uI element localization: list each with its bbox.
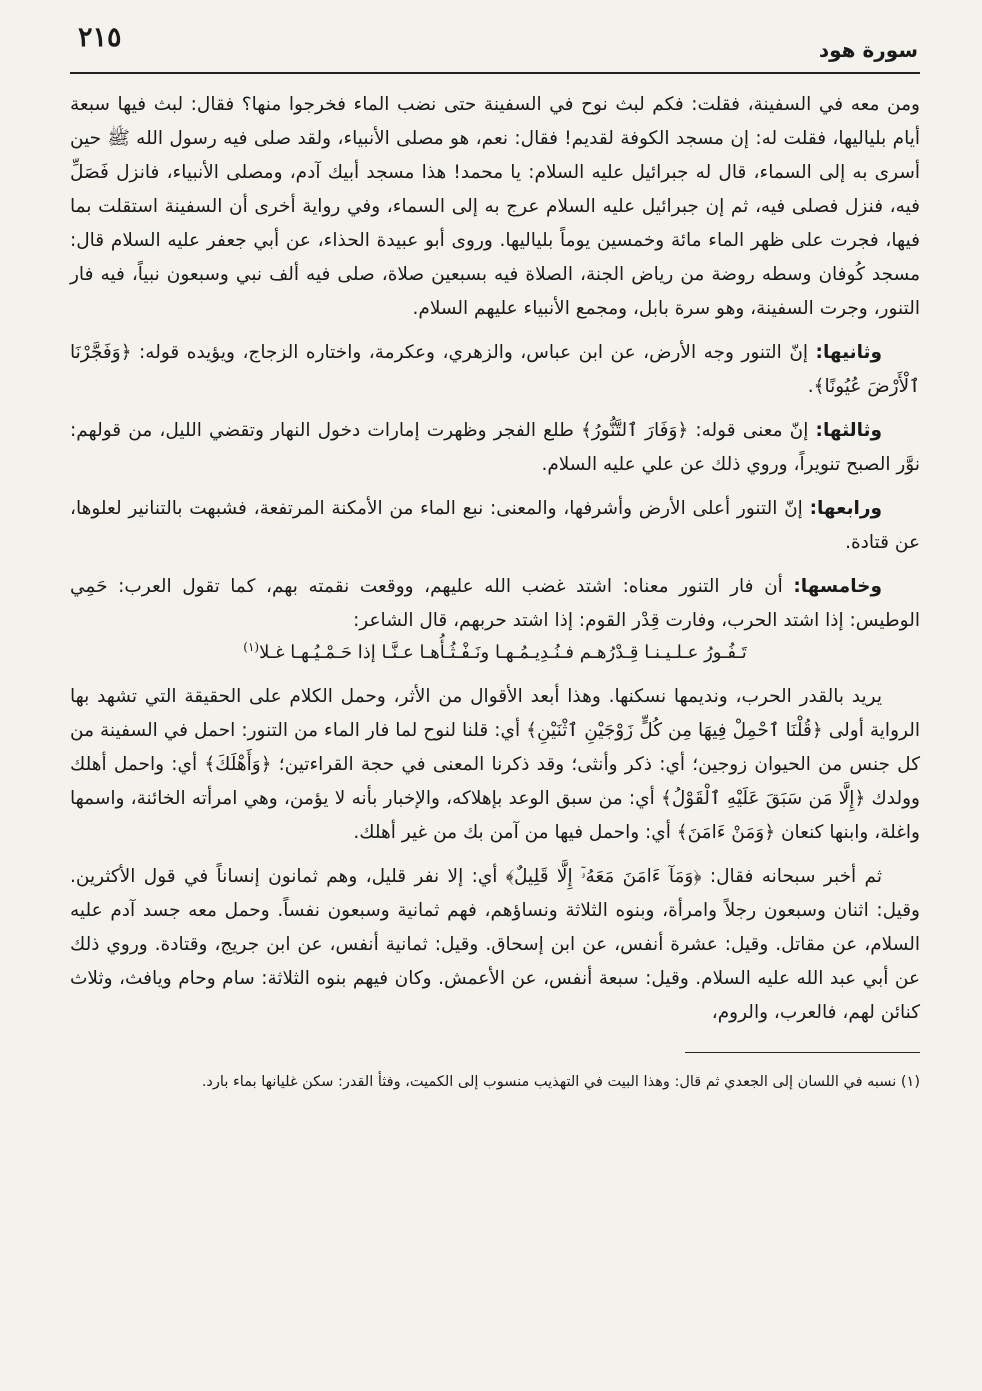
paragraph-third-view	[70, 414, 920, 482]
page-header	[70, 18, 920, 74]
book-page	[70, 18, 920, 1368]
footnote-divider	[685, 1052, 920, 1053]
paragraph-1	[70, 88, 920, 326]
paragraph-text: إنّ التنور أعلى الأرض وأشرفها، والمعنى: نبع الماء من الأمكنة المرتفعة، فشبهت بالتنانير لعلوها، عن قتادة.	[70, 498, 920, 553]
paragraph-text: ثم أخبر سبحانه فقال: ﴿وَمَآ ءَامَنَ مَعَهُۥٓ إِلَّا قَلِيلٌ﴾ أي: إلا نفر قليل، وهم ثمانون إنساناً في قول الأكثرين. وقيل: اثنان وسبعون رجلاً وامرأة، وبنوه الثلاثة ونساؤهم، فهم ثمانية وسبعون نفساً. وحمل معه جسد آدم عليه السلام، عن مقاتل. وقيل: عشرة أنفس، عن ابن إسحاق. وقيل: ثمانية أنفس، عن ابن جريج، وقتادة. وروي ذلك عن أبي عبد الله عليه السلام. وقيل: سبعة أنفس، عن الأعمش. وكان فيهم بنوه الثلاثة: سام وحام ويافث، وثلاث كنائن لهم، فالعرب، والروم،	[70, 866, 920, 1023]
paragraph-lead: ورابعها:	[809, 498, 882, 519]
paragraph-6	[70, 680, 920, 850]
surah-title: سورة هود	[818, 38, 918, 62]
paragraph-text: أن فار التنور معناه: اشتد غضب الله عليهم، ووقعت نقمته بهم، كما تقول العرب: حَمِي الوطيس: إذا اشتد الحرب، وفارت قِدْر القوم: إذا اشتد حربهم، قال الشاعر:	[70, 576, 920, 631]
paragraph-lead: وخامسها:	[793, 576, 882, 597]
paragraph-lead: وثالثها:	[815, 420, 882, 441]
header-rule	[70, 72, 920, 74]
paragraph-7	[70, 860, 920, 1030]
footnote	[70, 1067, 920, 1097]
paragraph-text: يريد بالقدر الحرب، ونديمها نسكنها. وهذا أبعد الأقوال من الأثر، وحمل الكلام على الحقيقة التي تشهد بها الرواية أولى ﴿قُلْنَا ٱحْمِلْ فِيهَا مِن كُلٍّ زَوْجَيْنِ ٱثْنَيْنِ﴾ أي: قلنا لنوح لما فار الماء من التنور: احمل في السفينة من كل جنس من الحيوان زوجين؛ أي: ذكر وأنثى؛ وقد ذكرنا المعنى في حجة القراءتين؛ ﴿وَأَهْلَكَ﴾ أي: واحمل أهلك وولدك ﴿إِلَّا مَن سَبَقَ عَلَيْهِ ٱلْقَوْلُ﴾ أي: من سبق الوعد بإهلاكه، والإخبار بأنه لا يؤمن، وهي امرأته الخائنة، واسمها واغلة، وابنها كنعان ﴿وَمَنْ ءَامَنَ﴾ أي: واحمل فيها من آمن بك من غير أهلك.	[70, 686, 920, 843]
paragraph-text: إنّ معنى قوله: ﴿وَفَارَ ٱلتَّنُّورُ﴾ طلع الفجر وظهرت إمارات دخول النهار وتقضي الليل، من قولهم: نوَّر الصبح تنويراً، وروي ذلك عن علي عليه السلام.	[70, 420, 920, 475]
paragraph-second-view	[70, 336, 920, 404]
main-text	[70, 88, 920, 1030]
footnote-text: نسبه في اللسان إلى الجعدي ثم قال: وهذا البيت في التهذيب منسوب إلى الكميت، وفثأ القدر: سكن غليانها بماء بارد.	[201, 1074, 897, 1090]
footnote-marker: (١)	[243, 640, 260, 654]
paragraph-lead: وثانيها:	[815, 342, 882, 363]
paragraph-fifth-view	[70, 570, 920, 638]
paragraph-fourth-view	[70, 492, 920, 560]
paragraph-text: إنّ التنور وجه الأرض، عن ابن عباس، والزهري، وعكرمة، واختاره الزجاج، ويؤيده قوله: ﴿وَفَجَّرْنَا ٱلْأَرْضَ عُيُونًا﴾.	[70, 342, 920, 397]
footnote-number: (١)	[900, 1074, 920, 1090]
verse-text: تَـفُـورُ عـلـيـنـا قِـدْرُهـم فـنُـدِيـمُـهـا ونَـفْـثُـأُهـا عـنَّـا إذا حَـمْـيُـهـا غـلا	[259, 642, 747, 663]
page-number: ٢١٥	[78, 22, 122, 53]
paragraph-text: ومن معه في السفينة، فقلت: فكم لبث نوح في السفينة حتى نضب الماء فخرجوا منها؟ فقال: لبث فيها سبعة أيام بلياليها، فقلت له: إن مسجد الكوفة لقديم! فقال: نعم، هو مصلى الأنبياء، ولقد صلى فيه رسول الله ﷺ حين أسرى به إلى السماء، قال له جبرائيل عليه السلام: يا محمد! هذا مسجد أبيك آدم، ومصلى الأنبياء، فانزل فَصَلِّ فيه، فنزل فصلى فيه، ثم إن جبرائيل عليه السلام عرج به إلى السماء، وفي رواية أخرى أن السفينة استقلت بما فيها، فجرت على ظهر الماء مائة وخمسين يوماً بلياليها. وروى أبو عبيدة الحذاء، عن أبي جعفر عليه السلام قال: مسجد كُوفان وسطه روضة من رياض الجنة، الصلاة فيه بسبعين صلاة، صلى فيه ألف نبي وسبعون نبياً، فيه فار التنور، وجرت السفينة، وهو سرة بابل، ومجمع الأنبياء عليهم السلام.	[70, 94, 920, 319]
